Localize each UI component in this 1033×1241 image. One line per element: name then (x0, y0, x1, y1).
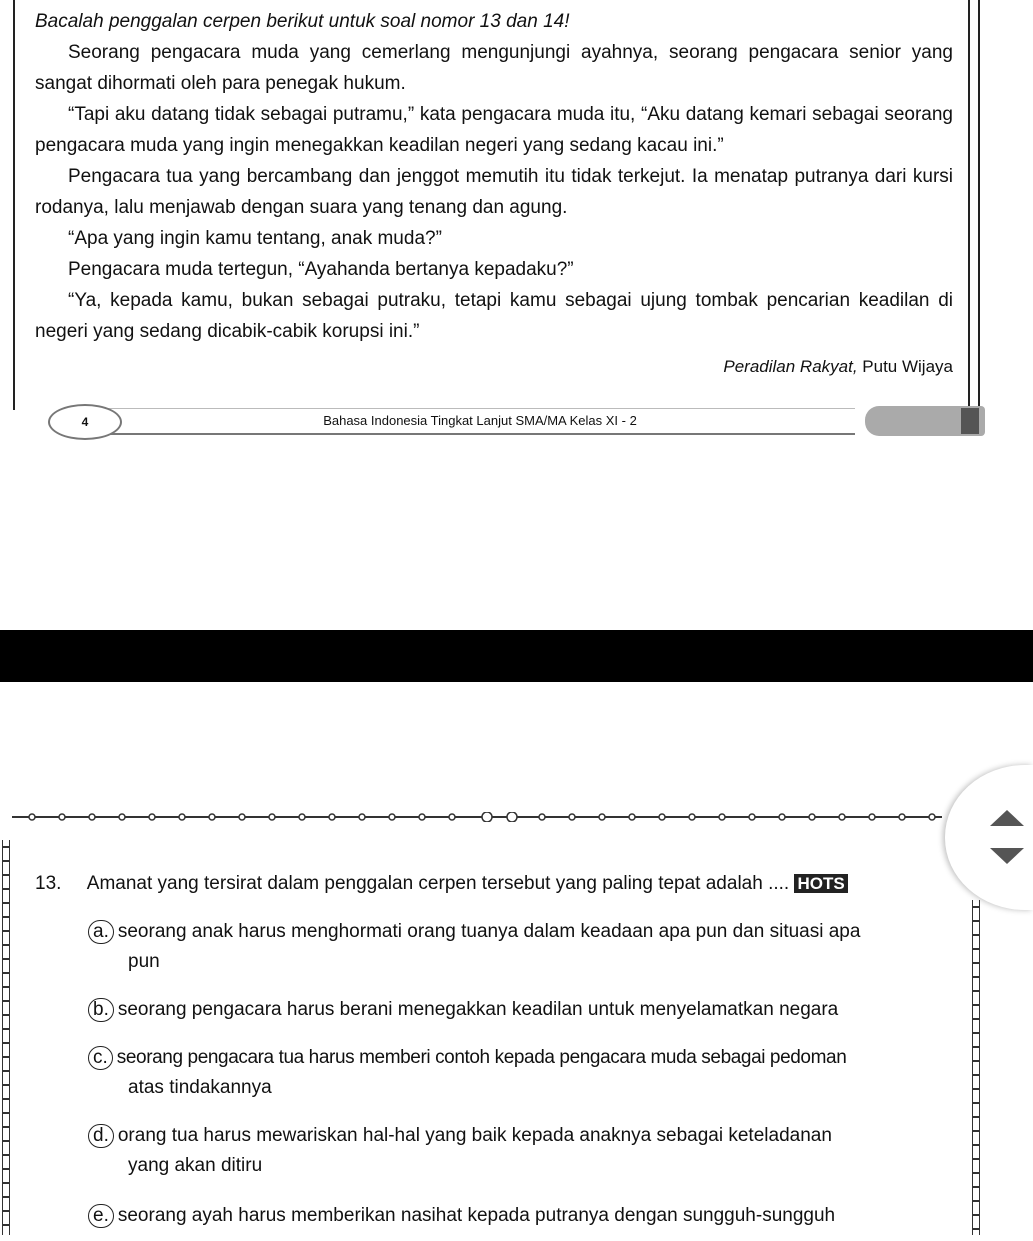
source-title: Peradilan Rakyat, (723, 357, 858, 376)
page-separator (0, 630, 1033, 682)
option-text: seorang anak harus menghormati orang tuanya dalam keadaan apa pun dan situasi apa (117, 921, 861, 942)
border-right (968, 0, 970, 410)
option-letter: a. (88, 920, 114, 944)
option-text-cont: pun (128, 951, 160, 972)
option-letter: c. (88, 1046, 113, 1070)
border-right-outer (978, 0, 980, 410)
option-text: orang tua harus mewariskan hal-hal yang baik kepada anaknya sebagai keteladanan (117, 1125, 832, 1146)
paragraph: Seorang pengacara muda yang cemerlang mengunjungi ayahnya, seorang pengacara senior yang sangat dihormati oleh para penegak hukum. (35, 42, 953, 94)
question-13 (35, 869, 848, 898)
option-text: seorang pengacara harus berani menegakkan keadilan untuk menyelamatkan negara (117, 999, 839, 1020)
option-letter: b. (88, 998, 114, 1022)
border-left (13, 0, 15, 410)
option-text-cont: yang akan ditiru (128, 1155, 263, 1176)
option-text-cont: atas tindakannya (128, 1077, 272, 1098)
question-number: 13. (35, 873, 62, 894)
option-e[interactable] (88, 1201, 954, 1231)
option-c[interactable] (88, 1043, 954, 1103)
page-number: 4 (48, 404, 122, 440)
option-b[interactable] (88, 995, 954, 1025)
option-text: seorang ayah harus memberikan nasihat kepada putranya dengan sungguh-sungguh (117, 1205, 836, 1226)
question-text: Amanat yang tersirat dalam penggalan cerpen tersebut yang paling tepat adalah .... (86, 873, 790, 894)
source (35, 351, 953, 382)
paragraph: “Ya, kepada kamu, bukan sebagai putraku, tetapi kamu sebagai ujung tombak pencarian keadilan di negeri yang sedang dicabik-cabik korupsi ini.” (35, 290, 953, 342)
hots-badge: HOTS (794, 874, 847, 893)
book-title: Bahasa Indonesia Tingkat Lanjut SMA/MA Kelas XI - 2 (105, 408, 855, 435)
reading-passage (35, 6, 953, 382)
paragraph: Pengacara tua yang bercambang dan jenggot memutih itu tidak terkejut. Ia menatap putranya dari kursi rodanya, lalu menjawab dengan suara yang tenang dan agung. (35, 166, 953, 218)
page-top (0, 0, 1033, 455)
page-footer (10, 402, 985, 440)
option-d[interactable] (88, 1121, 954, 1181)
instruction: Bacalah penggalan cerpen berikut untuk soal nomor 13 dan 14! (35, 11, 570, 32)
paragraph: “Apa yang ingin kamu tentang, anak muda?” (68, 228, 442, 249)
option-text: seorang pengacara tua harus memberi contoh kepada pengacara muda sebagai pedoman (116, 1047, 847, 1068)
option-letter: d. (88, 1124, 114, 1148)
option-letter: e. (88, 1204, 114, 1228)
border-left-decoration (2, 840, 10, 1235)
source-author: Putu Wijaya (857, 357, 953, 376)
option-a[interactable] (88, 917, 954, 977)
paragraph: “Tapi aku datang tidak sebagai putramu,” kata pengacara muda itu, “Aku datang kemari sebagai seorang pengacara muda yang ingin menegakkan keadilan negeri yang sedang kacau ini.” (35, 104, 953, 156)
scroll-down-icon[interactable] (990, 848, 1024, 864)
paragraph: Pengacara muda tertegun, “Ayahanda bertanya kepadaku?” (68, 259, 574, 280)
scroll-up-icon[interactable] (990, 810, 1024, 826)
border-right-decoration (972, 900, 980, 1235)
tag-decoration-icon (865, 406, 985, 436)
decorative-divider-icon (12, 812, 942, 822)
scroll-widget[interactable] (945, 765, 1033, 910)
